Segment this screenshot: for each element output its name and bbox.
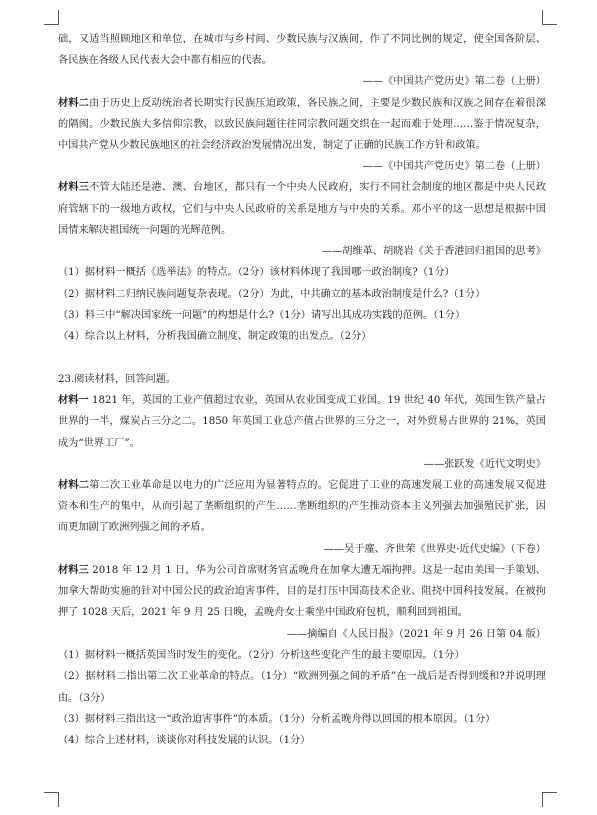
q23-item-3: （3）据材料三指出这一“政治迫害事件”的本质。（1分）分析孟晚舟得以回国的根本原因。（1分） [58,713,496,725]
q23-material-3-text: 2018 年 12 月 1 日，华为公司首席财务官孟晚舟在加拿大遭无端拘押。这是一起由美国一手策划、加拿大帮助实施的针对中国公民的政治迫害事件，目的是打压中国高技术企业、阻挠中国科技发展。在被拘押了 1028 天后，2021 年 9 月 25 日晚，孟晚舟女士乘坐中国政府包机，顺利回到祖国。 [58,564,546,619]
q23-material-2-label: 材料二 [58,479,90,492]
q23-material-1 [58,390,546,454]
material-1-citation: ——《中国共产党历史》第二卷（上册） [362,76,546,88]
crop-mark-top-right [542,10,557,25]
q22-item-1: （1）据材料一概括《选举法》的特点。（2分）该材料体现了我国哪一政治制度?（1分） [58,267,455,279]
material-2-text: 由于历史上反动统治者长期实行民族压迫政策，各民族之间，主要是少数民族和汉族之间存在着很深的隔阂。少数民族大多信仰宗教，以致民族问题往往同宗教问题交织在一起而难于处理……鉴于情况复杂，中国共产党从少数民族地区的社会经济政治发展情况出发，制定了正确的民族工作方针和政策。 [58,97,547,152]
material-2 [58,93,546,157]
q23-material-3-label: 材料三 [58,563,89,576]
material-1-continuation: 础，又适当照顾地区和单位，在城市与乡村间、少数民族与汉族间，作了不同比例的规定，使全国各阶层、各民族在各级人民代表大会中都有相应的代表。 [58,34,546,67]
q23-item-1: （1）据材料一概括英国当时发生的变化。（2分）分析这些变化产生的最主要原因。（1分） [58,649,465,661]
q22-item-3: （3）料三中“解决国家统一问题”的构想是什么?（1分）请写出其成功实践的范例。（1分） [58,310,466,322]
q23-item-4: （4）综合上述材料，谈谈你对科技发展的认识。（1分） [58,735,311,747]
q23-material-1-citation: ——张跃发《近代文明史》 [423,458,546,470]
q23-material-2 [58,475,546,539]
q22-item-2: （2）据材料二归纳民族问题复杂表现。（2分）为此，中共确立的基本政治制度是什么?（1分） [58,288,486,300]
material-3-citation: ——胡维革、胡晓岩《关于香港回归祖国的思考》 [321,246,546,258]
crop-mark-top-left [44,10,59,25]
material-3-text: 不管大陆还是港、澳、台地区，都只有一个中央人民政府，实行不同社会制度的地区都是中央人民政府管辖下的一级地方政权，它们与中央人民政府的关系是地方与中央的关系。邓小平的这一思想是根据中国国情来解决祖国统一问题的光辉范例。 [58,182,547,236]
page-content [58,29,546,752]
question-23-title: 23.阅读材料，回答问题。 [58,373,177,385]
material-3-label: 材料三 [58,181,90,194]
crop-mark-bottom-left [44,792,59,807]
crop-mark-bottom-right [542,792,557,807]
material-2-citation: ——《中国共产党历史》第二卷（上册） [362,161,546,173]
q23-material-1-label: 材料一 [58,394,89,407]
q23-material-2-citation: ——吴于廑、齐世荣《世界史·近代史编》（下卷） [323,543,546,555]
q23-material-3-citation: ——摘编自《人民日报》（2021 年 9 月 26 日第 04 版） [286,628,546,640]
q23-material-2-text: 第二次工业革命是以电力的广泛应用为显著特点的。它促进了工业的高速发展工业的高速发展又促进资本和生产的集中，从而引起了垄断组织的产生……垄断组织的产生推动资本主义列强去加强殖民扩张，因而更加剧了欧洲列强之间的矛盾。 [58,480,547,534]
section-gap [58,348,546,369]
material-3 [58,177,546,241]
q23-item-2: （2）据材料二指出第二次工业革命的特点。（1分）“欧洲列强之间的矛盾”在一战后是否得到缓和?并说明理由。（3分） [58,671,546,704]
material-2-label: 材料二 [58,96,90,109]
q23-material-3 [58,560,546,624]
q23-material-1-text: 1821 年，英国的工业产值超过农业，英国从农业国变成工业国。19 世纪 40 年代，英国生铁产量占世界的一半，煤炭占三分之二。1850 年英国工业总产值占世界的三分之一，对外贸易占世界的 21%，英国成为“世界工厂”。 [58,395,546,449]
q22-item-4: （4）综合以上材料，分析我国确立制度、制定政策的出发点。（2分） [58,331,372,343]
